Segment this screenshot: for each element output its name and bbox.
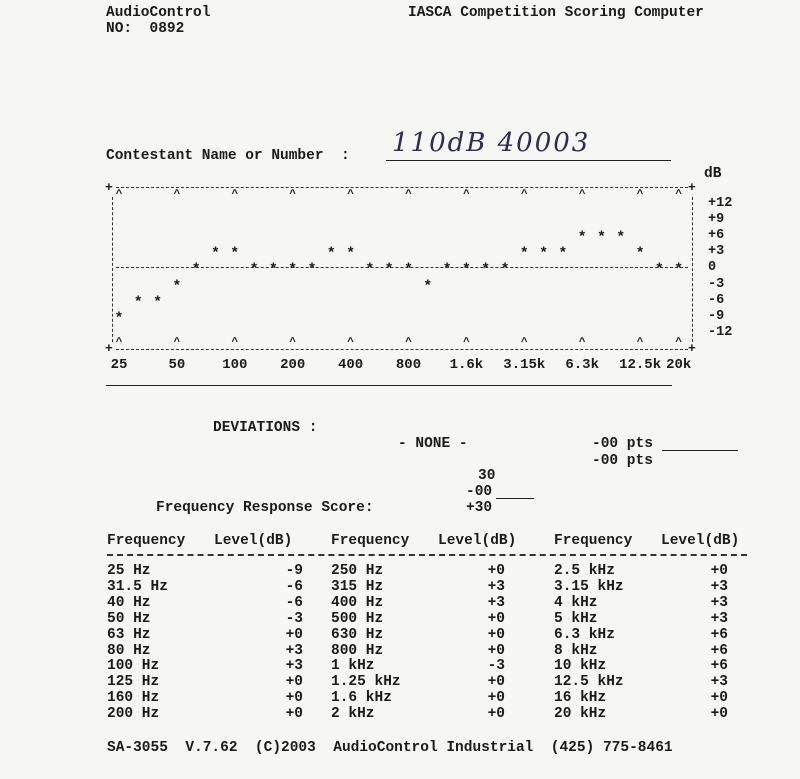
score-deduction: -00	[466, 484, 493, 500]
chart-y-tick-label: -6	[708, 292, 725, 308]
chart-x-tick-label: 12.5k	[619, 357, 662, 373]
chart-data-point: *	[153, 294, 163, 312]
table-cell-frequency: 125 Hz	[107, 674, 160, 691]
chart-left-border	[112, 197, 113, 342]
footer-info: SA-3055 V.7.62 (C)2003 AudioControl Industrial (425) 775-8461	[107, 740, 673, 756]
table-cell-level: +0	[487, 706, 505, 723]
deviation-points-2: -00 pts	[592, 453, 653, 469]
chart-tick-mark: ^	[405, 337, 412, 349]
table-cell-level: -6	[285, 594, 303, 611]
chart-data-point: *	[539, 245, 549, 263]
table-cell-frequency: 250 Hz	[331, 563, 384, 579]
chart-tick-mark: ^	[173, 189, 181, 201]
table-cell-frequency: 2 kHz	[331, 706, 375, 723]
chart-x-tick-label: 6.3k	[565, 357, 599, 373]
chart-tick-mark: ^	[347, 189, 354, 201]
table-cell-frequency: 200 Hz	[107, 706, 160, 723]
chart-data-point: *	[191, 261, 201, 279]
table-cell-level: +0	[710, 563, 728, 579]
table-header-frequency-2: Frequency	[331, 533, 410, 549]
chart-data-point: *	[461, 261, 471, 279]
chart-x-tick-label: 1.6k	[449, 357, 484, 373]
table-cell-level: +0	[487, 674, 505, 691]
table-cell-level: -3	[487, 658, 505, 675]
chart-ylabel: dB	[704, 166, 722, 182]
table-cell-frequency: 6.3 kHz	[554, 626, 615, 643]
contestant-underline	[386, 160, 671, 161]
chart-data-point: *	[519, 245, 529, 263]
table-cell-frequency: 1 kHz	[331, 658, 375, 675]
table-cell-level: +0	[285, 674, 303, 691]
table-cell-level: +6	[710, 658, 728, 675]
chart-data-point: *	[616, 229, 626, 247]
chart-underline	[106, 385, 672, 386]
chart-x-tick-label: 20k	[666, 357, 692, 373]
table-cell-frequency: 50 Hz	[107, 610, 151, 627]
chart-tick-mark: ^	[231, 189, 239, 201]
table-header-frequency-3: Frequency	[554, 533, 633, 549]
serial-number: NO: 0892	[106, 21, 185, 37]
chart-x-tick-label: 3.15k	[503, 357, 546, 373]
chart-y-tick-label: +3	[708, 244, 725, 260]
table-header-divider	[107, 554, 747, 556]
table-cell-level: -6	[285, 578, 303, 595]
table-cell-level: +0	[285, 626, 303, 643]
score-label: Frequency Response Score:	[156, 500, 374, 516]
chart-tick-mark: ^	[289, 337, 296, 349]
table-cell-level: +0	[710, 706, 728, 723]
chart-data-point: *	[596, 229, 607, 247]
table-cell-frequency: 500 Hz	[331, 610, 384, 627]
chart-y-tick-label: +12	[708, 196, 733, 211]
table-cell-level: -9	[285, 563, 303, 579]
chart-tick-mark: ^	[347, 337, 354, 349]
chart-corner-bl: +	[105, 341, 113, 356]
chart-top-border	[116, 187, 688, 188]
chart-data-point: *	[481, 261, 491, 279]
table-cell-frequency: 12.5 kHz	[554, 674, 624, 691]
table-cell-level: -3	[285, 610, 303, 627]
chart-data-point: *	[133, 294, 143, 312]
chart-y-tick-label: +9	[708, 212, 725, 228]
table-header-level-2: Level(dB)	[438, 533, 517, 549]
chart-data-point: *	[423, 278, 433, 295]
table-cell-level: +3	[710, 594, 728, 611]
chart-x-tick-label: 200	[280, 357, 306, 373]
chart-corner-br: +	[688, 341, 696, 356]
chart-data-point: *	[172, 278, 182, 295]
chart-tick-mark: ^	[578, 189, 586, 201]
chart-tick-mark: ^	[173, 337, 181, 349]
table-cell-level: +3	[710, 674, 728, 691]
table-cell-level: +0	[487, 642, 505, 659]
chart-data-point: *	[307, 261, 317, 279]
chart-y-tick-label: -9	[708, 308, 725, 324]
chart-tick-mark: ^	[463, 189, 470, 201]
table-cell-frequency: 4 kHz	[554, 594, 598, 611]
chart-data-point: *	[674, 261, 684, 279]
chart-tick-mark: ^	[289, 189, 296, 201]
table-cell-level: +0	[285, 706, 303, 723]
table-cell-level: +3	[285, 658, 303, 675]
page-title: IASCA Competition Scoring Computer	[408, 5, 704, 21]
chart-tick-mark: ^	[636, 337, 644, 349]
contestant-label: Contestant Name or Number :	[106, 148, 350, 164]
chart-y-tick-label: 0	[708, 260, 717, 276]
score-underline	[496, 498, 534, 499]
table-cell-level: +3	[285, 642, 303, 659]
chart-corner-tr: +	[688, 180, 696, 195]
chart-data-point: *	[403, 261, 414, 279]
chart-corner-tl: +	[105, 180, 113, 195]
table-cell-level: +0	[285, 690, 303, 707]
chart-y-tick-label: +6	[708, 228, 725, 244]
chart-right-border	[692, 197, 693, 342]
chart-tick-mark: ^	[675, 189, 682, 201]
chart-data-point: *	[654, 261, 664, 279]
table-cell-frequency: 3.15 kHz	[554, 578, 624, 595]
table-cell-level: +6	[710, 642, 728, 659]
chart-tick-mark: ^	[405, 189, 412, 201]
chart-tick-mark: ^	[636, 189, 644, 201]
chart-bottom-border	[116, 349, 688, 350]
deviations-value: - NONE -	[398, 436, 468, 452]
chart-data-point: *	[442, 261, 452, 279]
table-header-level-3: Level(dB)	[661, 533, 740, 549]
table-cell-frequency: 100 Hz	[107, 658, 160, 675]
table-cell-frequency: 63 Hz	[107, 626, 151, 643]
table-cell-frequency: 31.5 Hz	[107, 578, 168, 595]
chart-data-point: *	[326, 245, 336, 263]
deviations-label: DEVIATIONS :	[213, 420, 318, 436]
chart-data-point: *	[365, 261, 375, 279]
chart-tick-mark: ^	[115, 337, 123, 349]
deviation-points-underline	[662, 450, 738, 451]
chart-tick-mark: ^	[115, 189, 123, 201]
chart-data-point: *	[249, 261, 259, 279]
table-cell-frequency: 25 Hz	[107, 563, 151, 579]
table-cell-frequency: 400 Hz	[331, 594, 384, 611]
table-cell-frequency: 315 Hz	[331, 578, 384, 595]
table-cell-level: +0	[487, 610, 505, 627]
table-cell-frequency: 16 kHz	[554, 690, 607, 707]
chart-x-tick-label: 25	[110, 357, 128, 373]
chart-y-tick-label: -3	[708, 276, 725, 292]
table-cell-frequency: 40 Hz	[107, 594, 151, 611]
chart-data-point: *	[114, 310, 124, 328]
chart-tick-mark: ^	[578, 337, 586, 349]
table-cell-frequency: 5 kHz	[554, 610, 598, 627]
chart-tick-mark: ^	[520, 189, 528, 201]
chart-data-point: *	[384, 261, 394, 279]
chart-tick-mark: ^	[520, 337, 528, 349]
chart-x-tick-label: 400	[337, 357, 364, 373]
table-cell-frequency: 10 kHz	[554, 658, 607, 675]
table-cell-level: +3	[487, 594, 505, 611]
table-cell-frequency: 80 Hz	[107, 642, 151, 659]
brand-name: AudioControl	[106, 5, 211, 21]
chart-data-point: *	[230, 245, 240, 263]
chart-data-point: *	[577, 229, 587, 247]
chart-data-point: *	[288, 261, 298, 279]
table-cell-level: +6	[710, 626, 728, 643]
table-cell-level: +3	[710, 578, 728, 595]
chart-x-tick-label: 800	[395, 357, 422, 373]
chart-data-point: *	[500, 261, 510, 279]
chart-x-tick-label: 100	[222, 357, 248, 373]
table-cell-frequency: 630 Hz	[331, 626, 384, 643]
table-cell-frequency: 1.6 kHz	[331, 690, 392, 707]
deviation-points-1: -00 pts	[592, 436, 653, 452]
chart-y-tick-label: -12	[708, 324, 733, 340]
table-cell-frequency: 1.25 kHz	[331, 674, 401, 691]
chart-tick-mark: ^	[675, 337, 682, 349]
table-cell-level: +3	[710, 610, 728, 627]
chart-zero-line	[116, 267, 688, 268]
chart-x-tick-label: 50	[168, 357, 186, 373]
table-header-level-1: Level(dB)	[214, 533, 293, 549]
chart-data-point: *	[635, 245, 645, 263]
table-cell-level: +0	[487, 626, 505, 643]
score-base: 30	[478, 468, 496, 484]
chart-data-point: *	[346, 245, 356, 263]
table-cell-frequency: 8 kHz	[554, 642, 598, 659]
table-cell-level: +0	[487, 563, 505, 579]
table-cell-frequency: 2.5 kHz	[554, 563, 615, 579]
contestant-handwritten-value: 110dB 40003	[392, 128, 591, 158]
chart-data-point: *	[558, 245, 568, 263]
table-cell-frequency: 20 kHz	[554, 706, 607, 723]
table-header-frequency-1: Frequency	[107, 533, 186, 549]
table-cell-level: +0	[710, 690, 728, 707]
chart-tick-mark: ^	[231, 337, 239, 349]
table-cell-level: +3	[487, 578, 505, 595]
table-cell-level: +0	[487, 690, 505, 707]
chart-data-point: *	[210, 245, 221, 263]
chart-tick-mark: ^	[463, 337, 470, 349]
chart-data-point: *	[268, 261, 278, 279]
table-cell-frequency: 800 Hz	[331, 642, 384, 659]
score-total: +30	[466, 500, 493, 516]
table-cell-frequency: 160 Hz	[107, 690, 160, 707]
